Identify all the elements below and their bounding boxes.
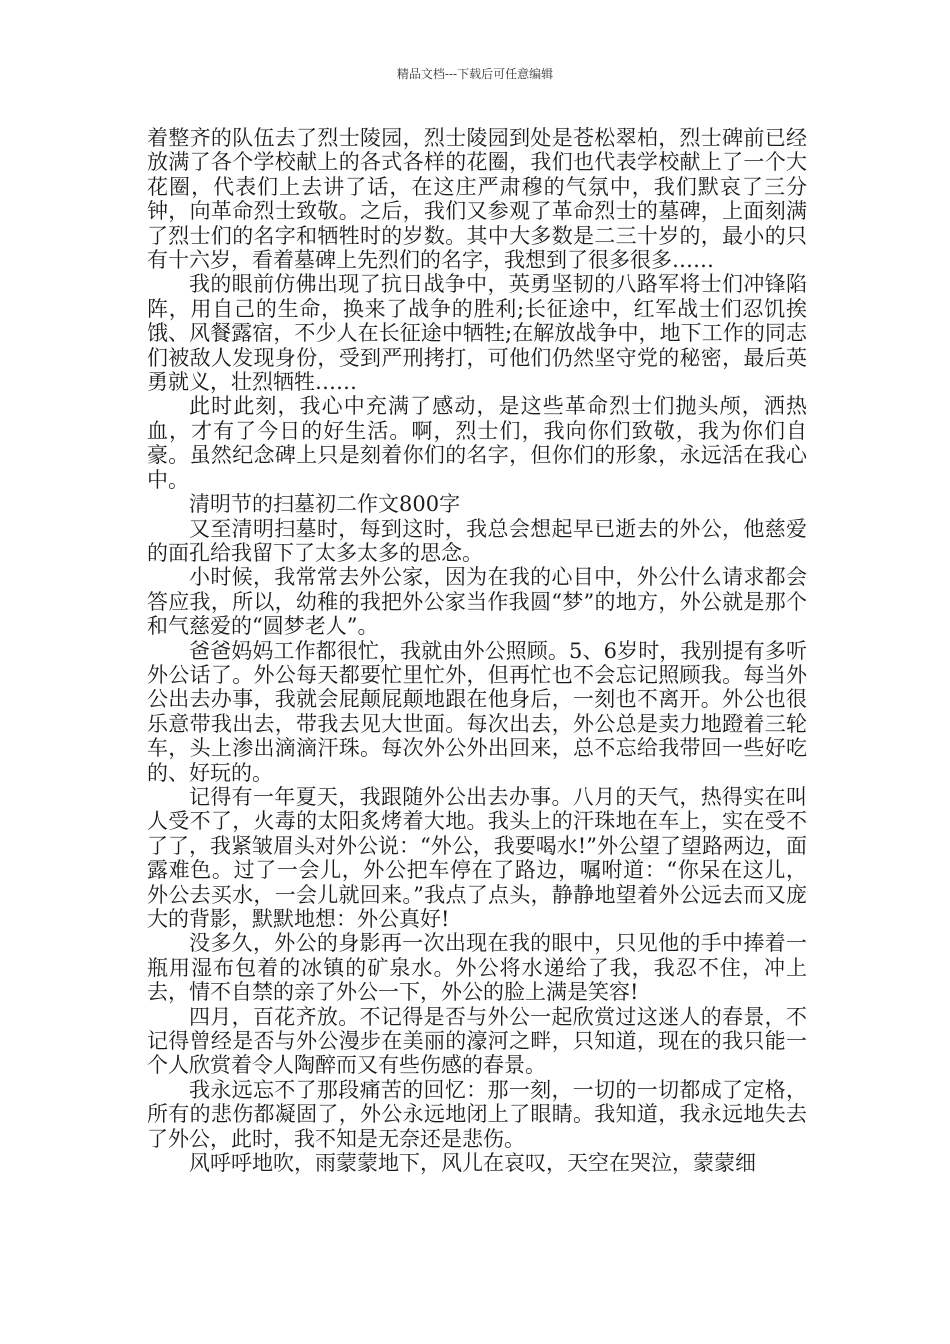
paragraph: 小时候，我常常去外公家，因为在我的心目中，外公什么请求都会答应我，所以，幼稚的我把外公家当作我圆“梦”的地方，外公就是那个和气慈爱的“圆梦老人”。 — [147, 565, 807, 639]
paragraph: 风呼呼地吹，雨蒙蒙地下，风儿在哀叹，天空在哭泣，蒙蒙细 — [189, 1151, 756, 1176]
paragraph: 四月，百花齐放。不记得是否与外公一起欣赏过这迷人的春景，不记得曾经是否与外公漫步在美丽的濠河之畔，只知道，现在的我只能一个人欣赏着令人陶醉而又有些伤感的春景。 — [147, 1004, 807, 1078]
paragraph: 我的眼前仿佛出现了抗日战争中，英勇坚韧的八路军将士们冲锋陷阵，用自己的生命，换来了战争的胜利;长征途中，红军战士们忍饥挨饿、风餐露宿，不少人在长征途中牺牲;在解放战争中，地下工作的同志们被敌人发现身份，受到严刑拷打，可他们仍然坚守党的秘密，最后英勇就义，壮烈牺牲…… — [147, 272, 807, 395]
paragraph: 此时此刻，我心中充满了感动，是这些革命烈士们抛头颅，洒热血，才有了今日的好生活。啊，烈士们，我向你们致敬，我为你们自豪。虽然纪念碑上只是刻着你们的名字，但你们的形象，永远活在我心中。 — [147, 394, 807, 492]
paragraph: 记得有一年夏天，我跟随外公出去办事。八月的天气，热得实在叫人受不了，火毒的太阳炙烤着大地。我头上的汗珠地在车上，实在受不了了，我紧皱眉头对外公说：“外公，我要喝水!”外公望了望路两边，面露难色。过了一会儿，外公把车停在了路边，嘱咐道：“你呆在这儿，外公去买水，一会儿就回来。”我点了点头，静静地望着外公远去而又庞大的背影，默默地想：外公真好! — [147, 784, 807, 931]
document-body — [147, 126, 807, 1175]
section-title: 清明节的扫墓初二作文800字 — [189, 492, 461, 517]
page-header: 精品文档---下载后可任意编辑 — [396, 67, 554, 81]
paragraph: 我永远忘不了那段痛苦的回忆：那一刻，一切的一切都成了定格，所有的悲伤都凝固了，外公永远地闭上了眼睛。我知道，我永远地失去了外公，此时，我不知是无奈还是悲伤。 — [147, 1077, 807, 1151]
paragraph: 爸爸妈妈工作都很忙，我就由外公照顾。5、6岁时，我别提有多听外公话了。外公每天都要忙里忙外，但再忙也不会忘记照顾我。每当外公出去办事，我就会屁颠屁颠地跟在他身后，一刻也不离开。外公也很乐意带我出去，带我去见大世面。每次出去，外公总是卖力地蹬着三轮车，头上渗出滴滴汗珠。每次外公外出回来，总不忘给我带回一些好吃的、好玩的。 — [147, 638, 807, 785]
paragraph: 又至清明扫墓时，每到这时，我总会想起早已逝去的外公，他慈爱的面孔给我留下了太多太多的思念。 — [147, 516, 807, 565]
paragraph: 没多久，外公的身影再一次出现在我的眼中，只见他的手中捧着一瓶用湿布包着的冰镇的矿泉水。外公将水递给了我，我忍不住，冲上去，情不自禁的亲了外公一下，外公的脸上满是笑容! — [147, 931, 807, 1005]
paragraph: 着整齐的队伍去了烈士陵园，烈士陵园到处是苍松翠柏，烈士碑前已经放满了各个学校献上的各式各样的花圈，我们也代表学校献上了一个大花圈，代表们上去讲了话，在这庄严肃穆的气氛中，我们默哀了三分钟，向革命烈士致敬。之后，我们又参观了革命烈士的墓碑，上面刻满了烈士们的名字和牺牲时的岁数。其中大多数是二三十岁的，最小的只有十六岁，看着墓碑上先烈们的名字，我想到了很多很多…… — [147, 126, 807, 273]
